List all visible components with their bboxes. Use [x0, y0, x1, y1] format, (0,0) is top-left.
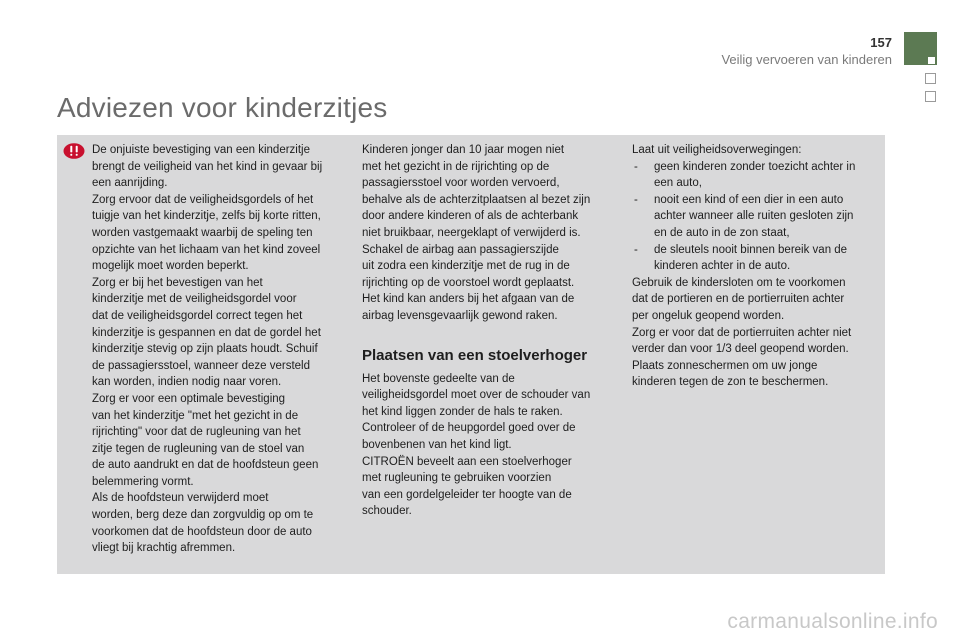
safety-list: [632, 159, 878, 275]
column-middle: [362, 142, 610, 520]
safety-text: De onjuiste bevestiging van een kinderzitje brengt de veiligheid van het kind in gevaar bij een aanrijding. Zorg ervoor dat de veiligheidsgordels of het tuigje van het kinderzitje, zelfs bij korte ritten, worden vastgemaakt waarbij de speling ten opzichte van het lichaam van het kind zoveel mogelijk moet worden beperkt. Zorg er bij het bevestigen van het kinderzitje met de veiligheidsgordel voor dat de veiligheidsgordel correct tegen het kinderzitje is gespannen en dat de gordel het kinderzitje stevig op zijn plaats houdt. Schuif de passagiersstoel, wanneer deze versteld kan worden, indien nodig naar voren. Zorg er voor een optimale bevestiging van het kinderzitje "met het gezicht in de rijrichting" voor dat de rugleuning van het zitje tegen de rugleuning van de stoel van de auto aandrukt en dat de hoofdsteun geen belemmering vormt. Als de hoofdsteun verwijderd moet worden, berg deze dan zorgvuldig op om te voorkomen dat de hoofdsteun door de auto vliegt bij krachtig afremmen.: [92, 144, 323, 555]
watermark: carmanualsonline.info: [727, 610, 938, 633]
booster-seat-text: Het bovenste gedeelte van de veiligheidsgordel moet over de schouder van het kind liggen zonder de hals te raken. Controleer of de heupgordel goed over de bovenbenen van het kind ligt. CITROËN beveelt aan een stoelverhoger met rugleuning te gebruiken voorzien van een gordelgeleider ter hoogte van de schouder.: [362, 372, 591, 518]
chapter-tab-box[interactable]: [925, 73, 936, 84]
airbag-text: Kinderen jonger dan 10 jaar mogen niet met het gezicht in de rijrichting op de passagiersstoel voor worden vervoerd, behalve als de achterzitplaatsen al bezet zijn door andere kinderen of als de achterbank niet bruikbaar, neergeklapt of verwijderd is. Schakel de airbag aan passagierszijde uit zodra een kinderzitje met de rug in de rijrichting op de voorstoel wordt geplaatst. Het kind kan anders bij het afgaan van de airbag levensgevaarlijk gewond raken.: [362, 144, 591, 322]
tab-dot-icon: [928, 57, 935, 64]
column-left: [92, 142, 350, 557]
page-number: 157: [870, 35, 892, 50]
list-item: - de sleutels nooit binnen bereik van de kinderen achter in de auto.: [632, 242, 878, 275]
column-right: [632, 142, 878, 391]
list-item: - nooit een kind of een dier in een auto achter wanneer alle ruiten gesloten zijn en de auto in de zon staat,: [632, 192, 878, 242]
child-lock-text: Gebruik de kindersloten om te voorkomen dat de portieren en de portierruiten achter per ongeluk geopend worden. Zorg er voor dat de portierruiten achter niet verder dan voor 1/3 deel geopend worden. Plaats zonneschermen om uw jonge kinderen tegen de zon te beschermen.: [632, 276, 852, 389]
safety-intro: Laat uit veiligheidsoverwegingen:: [632, 144, 802, 156]
chapter-tab-box[interactable]: [925, 91, 936, 102]
warning-icon: [63, 143, 85, 159]
chapter-tab-active[interactable]: [904, 32, 937, 65]
booster-seat-heading: Plaatsen van een stoelverhoger: [362, 346, 588, 364]
page-title: Adviezen voor kinderzitjes: [57, 92, 388, 123]
section-title: Veilig vervoeren van kinderen: [721, 52, 892, 67]
list-item: - geen kinderen zonder toezicht achter in een auto,: [632, 159, 878, 192]
